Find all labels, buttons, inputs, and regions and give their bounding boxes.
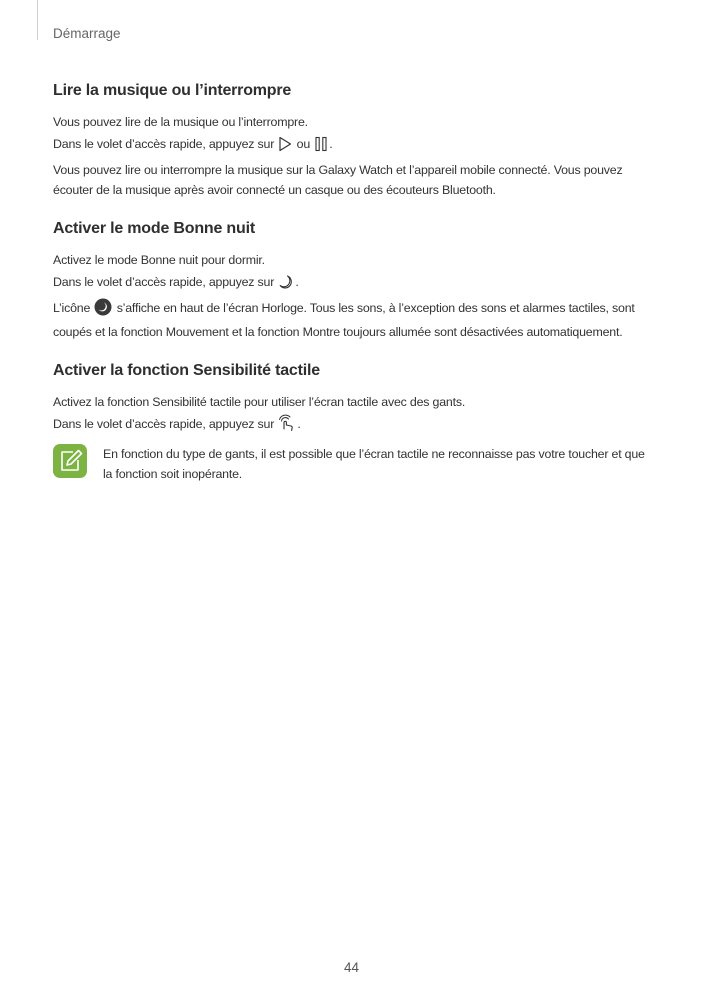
note-text: En fonction du type de gants, il est possible que l’écran tactile ne reconnaisse pas votre toucher et que la fonction soit inopérante. bbox=[103, 447, 645, 481]
page-content bbox=[53, 80, 648, 502]
section-title: Lire la musique ou l’interrompre bbox=[53, 82, 292, 99]
section-good-night bbox=[53, 218, 648, 342]
paragraph: Activez le mode Bonne nuit pour dormir. bbox=[53, 253, 265, 267]
paragraph: Vous pouvez lire ou interrompre la musique sur la Galaxy Watch et l’appareil mobile connecté. Vous pouvez écouter de la musique après avoir connecté un casque ou des écouteurs Bluetooth. bbox=[53, 163, 623, 197]
running-header: Démarrage bbox=[53, 26, 121, 41]
moon-icon bbox=[278, 274, 294, 296]
section-title: Activer le mode Bonne nuit bbox=[53, 220, 255, 237]
paragraph: Vous pouvez lire de la musique ou l’interrompre. bbox=[53, 115, 308, 129]
note-box bbox=[53, 444, 648, 484]
page-number: 44 bbox=[343, 960, 360, 975]
touch-sensitivity-icon bbox=[278, 414, 296, 438]
section-music bbox=[53, 80, 648, 200]
instruction-paragraph: Dans le volet d’accès rapide, appuyez sur . bbox=[53, 272, 648, 296]
instruction-paragraph: Dans le volet d’accès rapide, appuyez sur ou . bbox=[53, 134, 648, 158]
paragraph: L’icône s’affiche en haut de l’écran Horloge. Tous les sons, à l’exception des sons et alarmes tactiles, sont coupés et la fonction Mouvement et la fonction Montre toujours allumée sont désactivées automatiquement. bbox=[53, 298, 648, 342]
note-pencil-icon bbox=[53, 444, 87, 478]
pause-icon bbox=[314, 136, 328, 158]
section-touch-sensitivity bbox=[53, 360, 648, 484]
good-night-badge-icon bbox=[94, 298, 112, 322]
section-title: Activer la fonction Sensibilité tactile bbox=[53, 362, 320, 379]
play-icon bbox=[278, 136, 292, 158]
instruction-paragraph: Dans le volet d’accès rapide, appuyez sur . bbox=[53, 414, 648, 438]
header-divider bbox=[37, 0, 38, 40]
paragraph: Activez la fonction Sensibilité tactile pour utiliser l’écran tactile avec des gants. bbox=[53, 395, 466, 409]
